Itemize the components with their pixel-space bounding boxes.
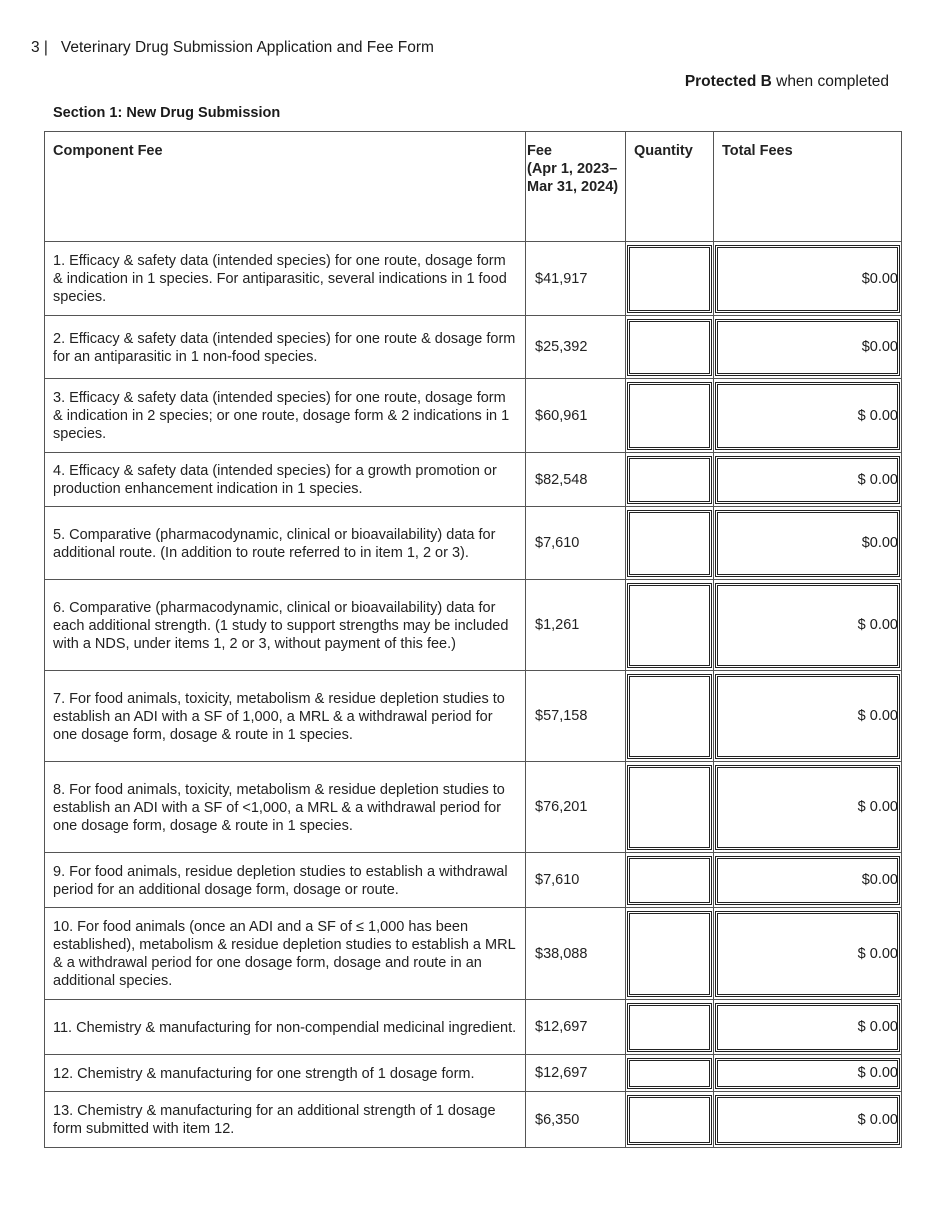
quantity-cell [626,762,714,853]
component-fee-amount: $1,261 [526,580,626,671]
component-fee-amount: $6,350 [526,1092,626,1148]
table-row [45,1000,902,1055]
component-description: 13. Chemistry & manufacturing for an additional strength of 1 dosage form submitted with item 12. [45,1092,526,1148]
total-fees-field [715,856,900,905]
total-fees-field [715,583,900,668]
fee-table [44,131,902,1148]
component-description: 3. Efficacy & safety data (intended species) for one route, dosage form & indication in 2 species; or one route, dosage form & 2 indications in 1 species. [45,379,526,453]
quantity-input[interactable] [630,384,709,448]
total-fees-value: $0.00 [861,535,898,551]
quantity-cell [626,671,714,762]
quantity-field-box[interactable] [627,765,712,850]
protected-suffix: when completed [771,73,889,90]
quantity-input[interactable] [630,512,709,575]
table-row [45,507,902,580]
table-row [45,762,902,853]
total-fees-field [715,1058,900,1089]
quantity-cell [626,316,714,379]
quantity-cell [626,1092,714,1148]
quantity-cell [626,1000,714,1055]
quantity-field-box[interactable] [627,911,712,997]
total-fees-value: $0.00 [861,270,898,287]
component-fee-amount: $12,697 [526,1055,626,1092]
total-fees-value: $ 0.00 [857,407,898,424]
total-fees-field [715,1003,900,1052]
component-description: 11. Chemistry & manufacturing for non-compendial medicinal ingredient. [45,1000,526,1055]
component-description: 5. Comparative (pharmacodynamic, clinical or bioavailability) data for additional route. (In addition to route referred to in item 1, 2 or 3). [45,507,526,580]
quantity-input[interactable] [630,458,709,502]
total-fees-cell [714,1055,902,1092]
total-fees-value: $ 0.00 [857,708,898,724]
table-row [45,908,902,1000]
component-fee-amount: $25,392 [526,316,626,379]
component-fee-amount: $41,917 [526,242,626,316]
component-description: 9. For food animals, residue depletion studies to establish a withdrawal period for an additional dosage form, dosage or route. [45,853,526,908]
total-fees-value: $0.00 [861,339,898,355]
table-row [45,1092,902,1148]
component-description: 6. Comparative (pharmacodynamic, clinical or bioavailability) data for each additional strength. (1 study to support strengths may be included with a NDS, under items 1, 2 or 3, without payment of this fee.) [45,580,526,671]
total-fees-cell [714,242,902,316]
quantity-cell [626,580,714,671]
total-fees-cell [714,853,902,908]
component-description: 1. Efficacy & safety data (intended species) for one route, dosage form & indication in 1 species. For antiparasitic, several indications in 1 food species. [45,242,526,316]
quantity-field-box[interactable] [627,510,712,577]
total-fees-cell [714,507,902,580]
quantity-cell [626,242,714,316]
component-fee-amount: $7,610 [526,853,626,908]
table-row [45,580,902,671]
table-row [45,1055,902,1092]
quantity-cell [626,453,714,507]
quantity-field-box[interactable] [627,1003,712,1052]
column-header-quantity: Quantity [626,132,714,242]
column-header-component-fee: Component Fee [45,132,526,242]
quantity-input[interactable] [630,858,709,903]
total-fees-field [715,765,900,850]
quantity-field-box[interactable] [627,245,712,313]
component-fee-amount: $7,610 [526,507,626,580]
quantity-input[interactable] [630,913,709,995]
total-fees-value: $ 0.00 [857,617,898,633]
total-fees-cell [714,316,902,379]
table-header-row [45,132,902,242]
total-fees-field [715,1095,900,1145]
section-title: Section 1: New Drug Submission [53,105,281,121]
total-fees-value: $ 0.00 [857,471,898,488]
table-row [45,453,902,507]
quantity-cell [626,507,714,580]
total-fees-field [715,319,900,376]
page-header: 3 | Veterinary Drug Submission Application and Fee Form [31,39,434,56]
component-description: 7. For food animals, toxicity, metabolism & residue depletion studies to establish an ADI with a SF of 1,000, a MRL & a withdrawal period for one dosage form, dosage & route in 1 species. [45,671,526,762]
component-fee-amount: $60,961 [526,379,626,453]
component-description: 4. Efficacy & safety data (intended species) for a growth promotion or production enhancement indication in 1 species. [45,453,526,507]
total-fees-field [715,382,900,450]
total-fees-field [715,510,900,577]
total-fees-field [715,456,900,504]
quantity-field-box[interactable] [627,1095,712,1145]
total-fees-value: $0.00 [861,872,898,888]
component-description: 2. Efficacy & safety data (intended species) for one route & dosage form for an antiparasitic in 1 non-food species. [45,316,526,379]
quantity-field-box[interactable] [627,1058,712,1089]
quantity-cell [626,379,714,453]
quantity-input[interactable] [630,247,709,311]
total-fees-value: $ 0.00 [857,945,898,962]
total-fees-value: $ 0.00 [857,799,898,815]
table-row [45,316,902,379]
quantity-field-box[interactable] [627,456,712,504]
quantity-input[interactable] [630,676,709,757]
fee-header-line3: Mar 31, 2024) [527,179,619,195]
component-fee-amount: $57,158 [526,671,626,762]
component-description: 10. For food animals (once an ADI and a SF of ≤ 1,000 has been established), metabolism & residue depletion studies to establish a MRL & a withdrawal period for one dosage form, dosage and route in an additional species. [45,908,526,1000]
quantity-cell [626,853,714,908]
quantity-input[interactable] [630,1060,709,1087]
column-header-total-fees: Total Fees [714,132,902,242]
component-fee-amount: $82,548 [526,453,626,507]
total-fees-cell [714,453,902,507]
total-fees-field [715,674,900,759]
quantity-input[interactable] [630,767,709,848]
quantity-input[interactable] [630,1097,709,1143]
total-fees-cell [714,580,902,671]
total-fees-cell [714,671,902,762]
table-row [45,853,902,908]
quantity-input[interactable] [630,585,709,666]
component-description: 12. Chemistry & manufacturing for one strength of 1 dosage form. [45,1055,526,1092]
quantity-input[interactable] [630,1005,709,1050]
quantity-field-box[interactable] [627,583,712,668]
table-row [45,671,902,762]
table-row [45,242,902,316]
protected-label [685,73,889,91]
total-fees-field [715,911,900,997]
fee-header-line1: Fee [527,143,552,159]
quantity-field-box[interactable] [627,856,712,905]
protected-level: Protected B [684,73,772,90]
quantity-field-box[interactable] [627,382,712,450]
column-header-fee [526,132,626,242]
total-fees-cell [714,379,902,453]
quantity-field-box[interactable] [627,674,712,759]
component-fee-amount: $12,697 [526,1000,626,1055]
quantity-input[interactable] [630,321,709,374]
total-fees-cell [714,1092,902,1148]
component-fee-amount: $76,201 [526,762,626,853]
total-fees-value: $ 0.00 [857,1019,898,1035]
fee-header-line2: (Apr 1, 2023– [527,161,618,177]
quantity-cell [626,908,714,1000]
quantity-cell [626,1055,714,1092]
quantity-field-box[interactable] [627,319,712,376]
total-fees-value: $ 0.00 [857,1111,898,1128]
total-fees-field [715,245,900,313]
component-fee-amount: $38,088 [526,908,626,1000]
component-description: 8. For food animals, toxicity, metabolism & residue depletion studies to establish an ADI with a SF of <1,000, a MRL & a withdrawal period for one dosage form, dosage & route in 1 species. [45,762,526,853]
total-fees-cell [714,1000,902,1055]
table-row [45,379,902,453]
total-fees-cell [714,762,902,853]
total-fees-cell [714,908,902,1000]
total-fees-value: $ 0.00 [857,1065,898,1081]
